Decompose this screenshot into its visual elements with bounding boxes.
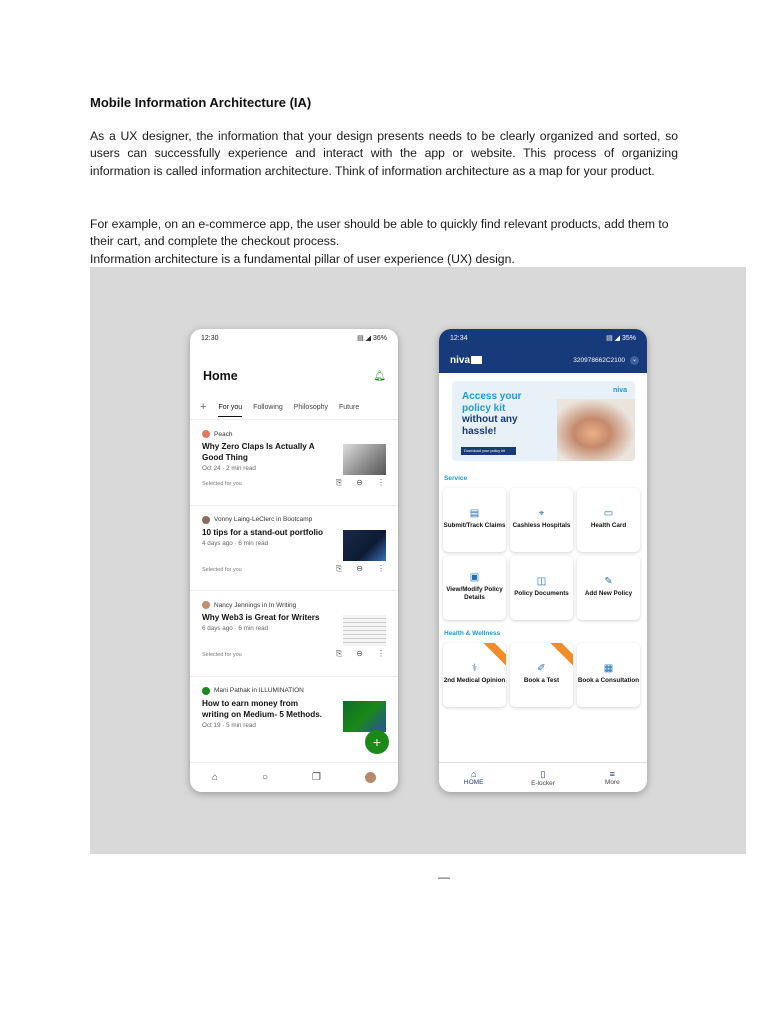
menu-icon: ≡ [609, 769, 615, 779]
bookmark-icon[interactable]: ⎘ [335, 563, 343, 573]
policy-number: 320978662C2100 [573, 356, 625, 364]
download-kit-button[interactable]: Download your policy kit [461, 447, 516, 455]
chevron-down-icon[interactable]: ⌄ [631, 356, 638, 363]
tile-book-consultation[interactable]: ▦ Book a Consultation [577, 643, 640, 707]
tile-add-new-policy[interactable]: ✎ Add New Policy [577, 556, 640, 620]
banner-line: Access your [462, 391, 522, 402]
bookmark-icon[interactable]: ⎘ [335, 478, 343, 487]
article-author: Peach [214, 430, 233, 438]
locker-icon: ▯ [540, 768, 546, 779]
app-header [439, 347, 647, 373]
add-topic-icon[interactable]: + [200, 401, 207, 413]
hide-icon[interactable]: ⊖ [356, 649, 363, 658]
syringe-icon: ✐ [537, 663, 546, 674]
wellness-grid [439, 637, 647, 707]
bookmark-icon[interactable]: ⎘ [335, 649, 343, 658]
ribbon-badge [548, 643, 573, 669]
avatar [202, 430, 210, 438]
avatar [202, 516, 210, 524]
card-icon: ▭ [603, 508, 614, 519]
tile-policy-documents[interactable]: ◫ Policy Documents [510, 556, 573, 620]
folder-icon: ◫ [536, 576, 547, 587]
nav-more[interactable]: ≡ More [587, 769, 637, 786]
article-meta: 6 days ago · 6 min read [202, 625, 269, 632]
banner-line: without any [462, 414, 518, 425]
more-icon[interactable]: ⋮ [377, 563, 385, 573]
status-time: 12:34 [450, 334, 468, 342]
family-photo [557, 399, 635, 461]
article-thumbnail [343, 530, 386, 561]
promo-banner[interactable] [452, 381, 635, 461]
medium-phone-mockup [190, 329, 398, 792]
tab-following[interactable]: Following [253, 403, 283, 411]
status-battery: ▤ ◢ 36% [357, 335, 387, 342]
hospital-pin-icon: ⌖ [538, 508, 545, 519]
policy-selector[interactable] [573, 356, 639, 365]
article-author: Nancy Jennings in In Writing [214, 601, 297, 609]
ribbon-badge [481, 643, 506, 669]
status-time: 12:30 [201, 334, 219, 342]
nav-e-locker[interactable]: ▯ E-locker [518, 769, 568, 787]
article-title[interactable]: Why Zero Claps Is Actually A Good Thing [202, 442, 315, 462]
article-card[interactable] [190, 506, 398, 592]
profile-avatar[interactable] [365, 772, 376, 783]
home-icon[interactable]: ⌂ [211, 772, 219, 783]
calendar-icon: ▦ [603, 663, 614, 674]
service-grid [439, 482, 647, 620]
article-title[interactable]: Why Web3 is Great for Writers [202, 613, 320, 622]
banner-brand-logo: niva [612, 387, 627, 394]
tab-philosophy[interactable]: Philosophy [293, 403, 328, 411]
tab-for-you[interactable]: For you [218, 404, 242, 417]
article-thumbnail [343, 444, 386, 475]
more-icon[interactable]: ⋮ [377, 649, 385, 658]
status-battery: ▤ ◢ 35% [606, 335, 636, 342]
notification-bell-icon[interactable]: 🔔︎ [373, 370, 386, 382]
selected-label: Selected for you [202, 481, 242, 487]
page-marker: — [438, 870, 450, 884]
tile-second-opinion[interactable]: ⚕ 2nd Medical Opinion [443, 643, 506, 707]
article-card[interactable] [190, 591, 398, 677]
document-icon: ▣ [469, 572, 480, 583]
selected-label: Selected for you [202, 652, 242, 658]
tab-future[interactable]: Future [339, 403, 360, 411]
tile-cashless-hospitals[interactable]: ⌖ Cashless Hospitals [510, 488, 573, 552]
article-thumbnail [343, 615, 386, 646]
selected-label: Selected for you [202, 566, 242, 573]
section-title-wellness: Health & Wellness [444, 630, 501, 637]
article-meta: Oct 24 · 2 min read [202, 465, 256, 472]
screenshot-figure [90, 267, 746, 854]
paragraph-intro: As a UX designer, the information that your design presents needs to be clearly organized and sorted, so users can successfully experience and interact with the app or website. This process of organizing information is called information architecture. Think of information architecture as a map for your product. [90, 129, 678, 178]
app-header [190, 347, 398, 383]
search-icon[interactable]: ○ [262, 772, 269, 783]
article-meta: Oct 19 · 5 min read [202, 721, 256, 729]
tile-book-a-test[interactable]: ✐ Book a Test [510, 643, 573, 707]
article-title[interactable]: How to earn money from writing on Medium- 5 Methods. [202, 698, 323, 719]
article-meta: 4 days ago · 6 min read [202, 539, 269, 547]
library-icon[interactable]: ❐ [312, 772, 322, 783]
niva-phone-mockup [439, 329, 647, 792]
paragraph-conclusion: Information architecture is a fundamental pillar of user experience (UX) design. [90, 252, 515, 266]
home-icon: ⌂ [470, 769, 477, 779]
article-author: Vonny Laing-LeClerc in Bootcamp [214, 516, 313, 523]
banner-line: policy kit [462, 402, 506, 414]
clipboard-icon: ▤ [469, 508, 480, 519]
avatar [202, 601, 210, 609]
page-title: Home [203, 369, 238, 383]
hide-icon[interactable]: ⊖ [356, 478, 363, 487]
bottom-navigation [190, 762, 398, 792]
document-heading: Mobile Information Architecture (IA) [90, 95, 312, 110]
bottom-navigation [439, 762, 647, 792]
topic-tabs [190, 383, 398, 420]
section-title-service: Service [444, 475, 468, 482]
banner-line: hassle! [462, 425, 497, 437]
more-icon[interactable]: ⋮ [377, 478, 385, 487]
article-title[interactable]: 10 tips for a stand-out portfolio [202, 527, 323, 537]
tile-submit-track-claims[interactable]: ▤ Submit/Track Claims [443, 488, 506, 552]
paragraph-example: For example, on an e-commerce app, the user should be able to quickly find relevant products, add them to their cart, and complete the checkout process. [90, 217, 669, 249]
avatar [202, 687, 210, 695]
hide-icon[interactable]: ⊖ [356, 563, 363, 573]
nav-home[interactable]: ⌂ HOME [449, 769, 499, 786]
article-card[interactable] [190, 420, 398, 506]
status-bar [439, 329, 647, 347]
tile-health-card[interactable]: ▭ Health Card [577, 488, 640, 552]
add-document-icon: ✎ [604, 576, 613, 587]
niva-logo: niva [450, 355, 482, 366]
status-bar [190, 329, 398, 347]
tile-view-modify-policy[interactable]: ▣ View/Modify Policy Details [443, 556, 506, 620]
doctor-icon: ⚕ [471, 663, 478, 674]
article-author: Mani Pathak in ILLUMINATION [214, 687, 304, 694]
article-thumbnail [343, 701, 386, 732]
write-story-button[interactable]: + [365, 730, 389, 754]
